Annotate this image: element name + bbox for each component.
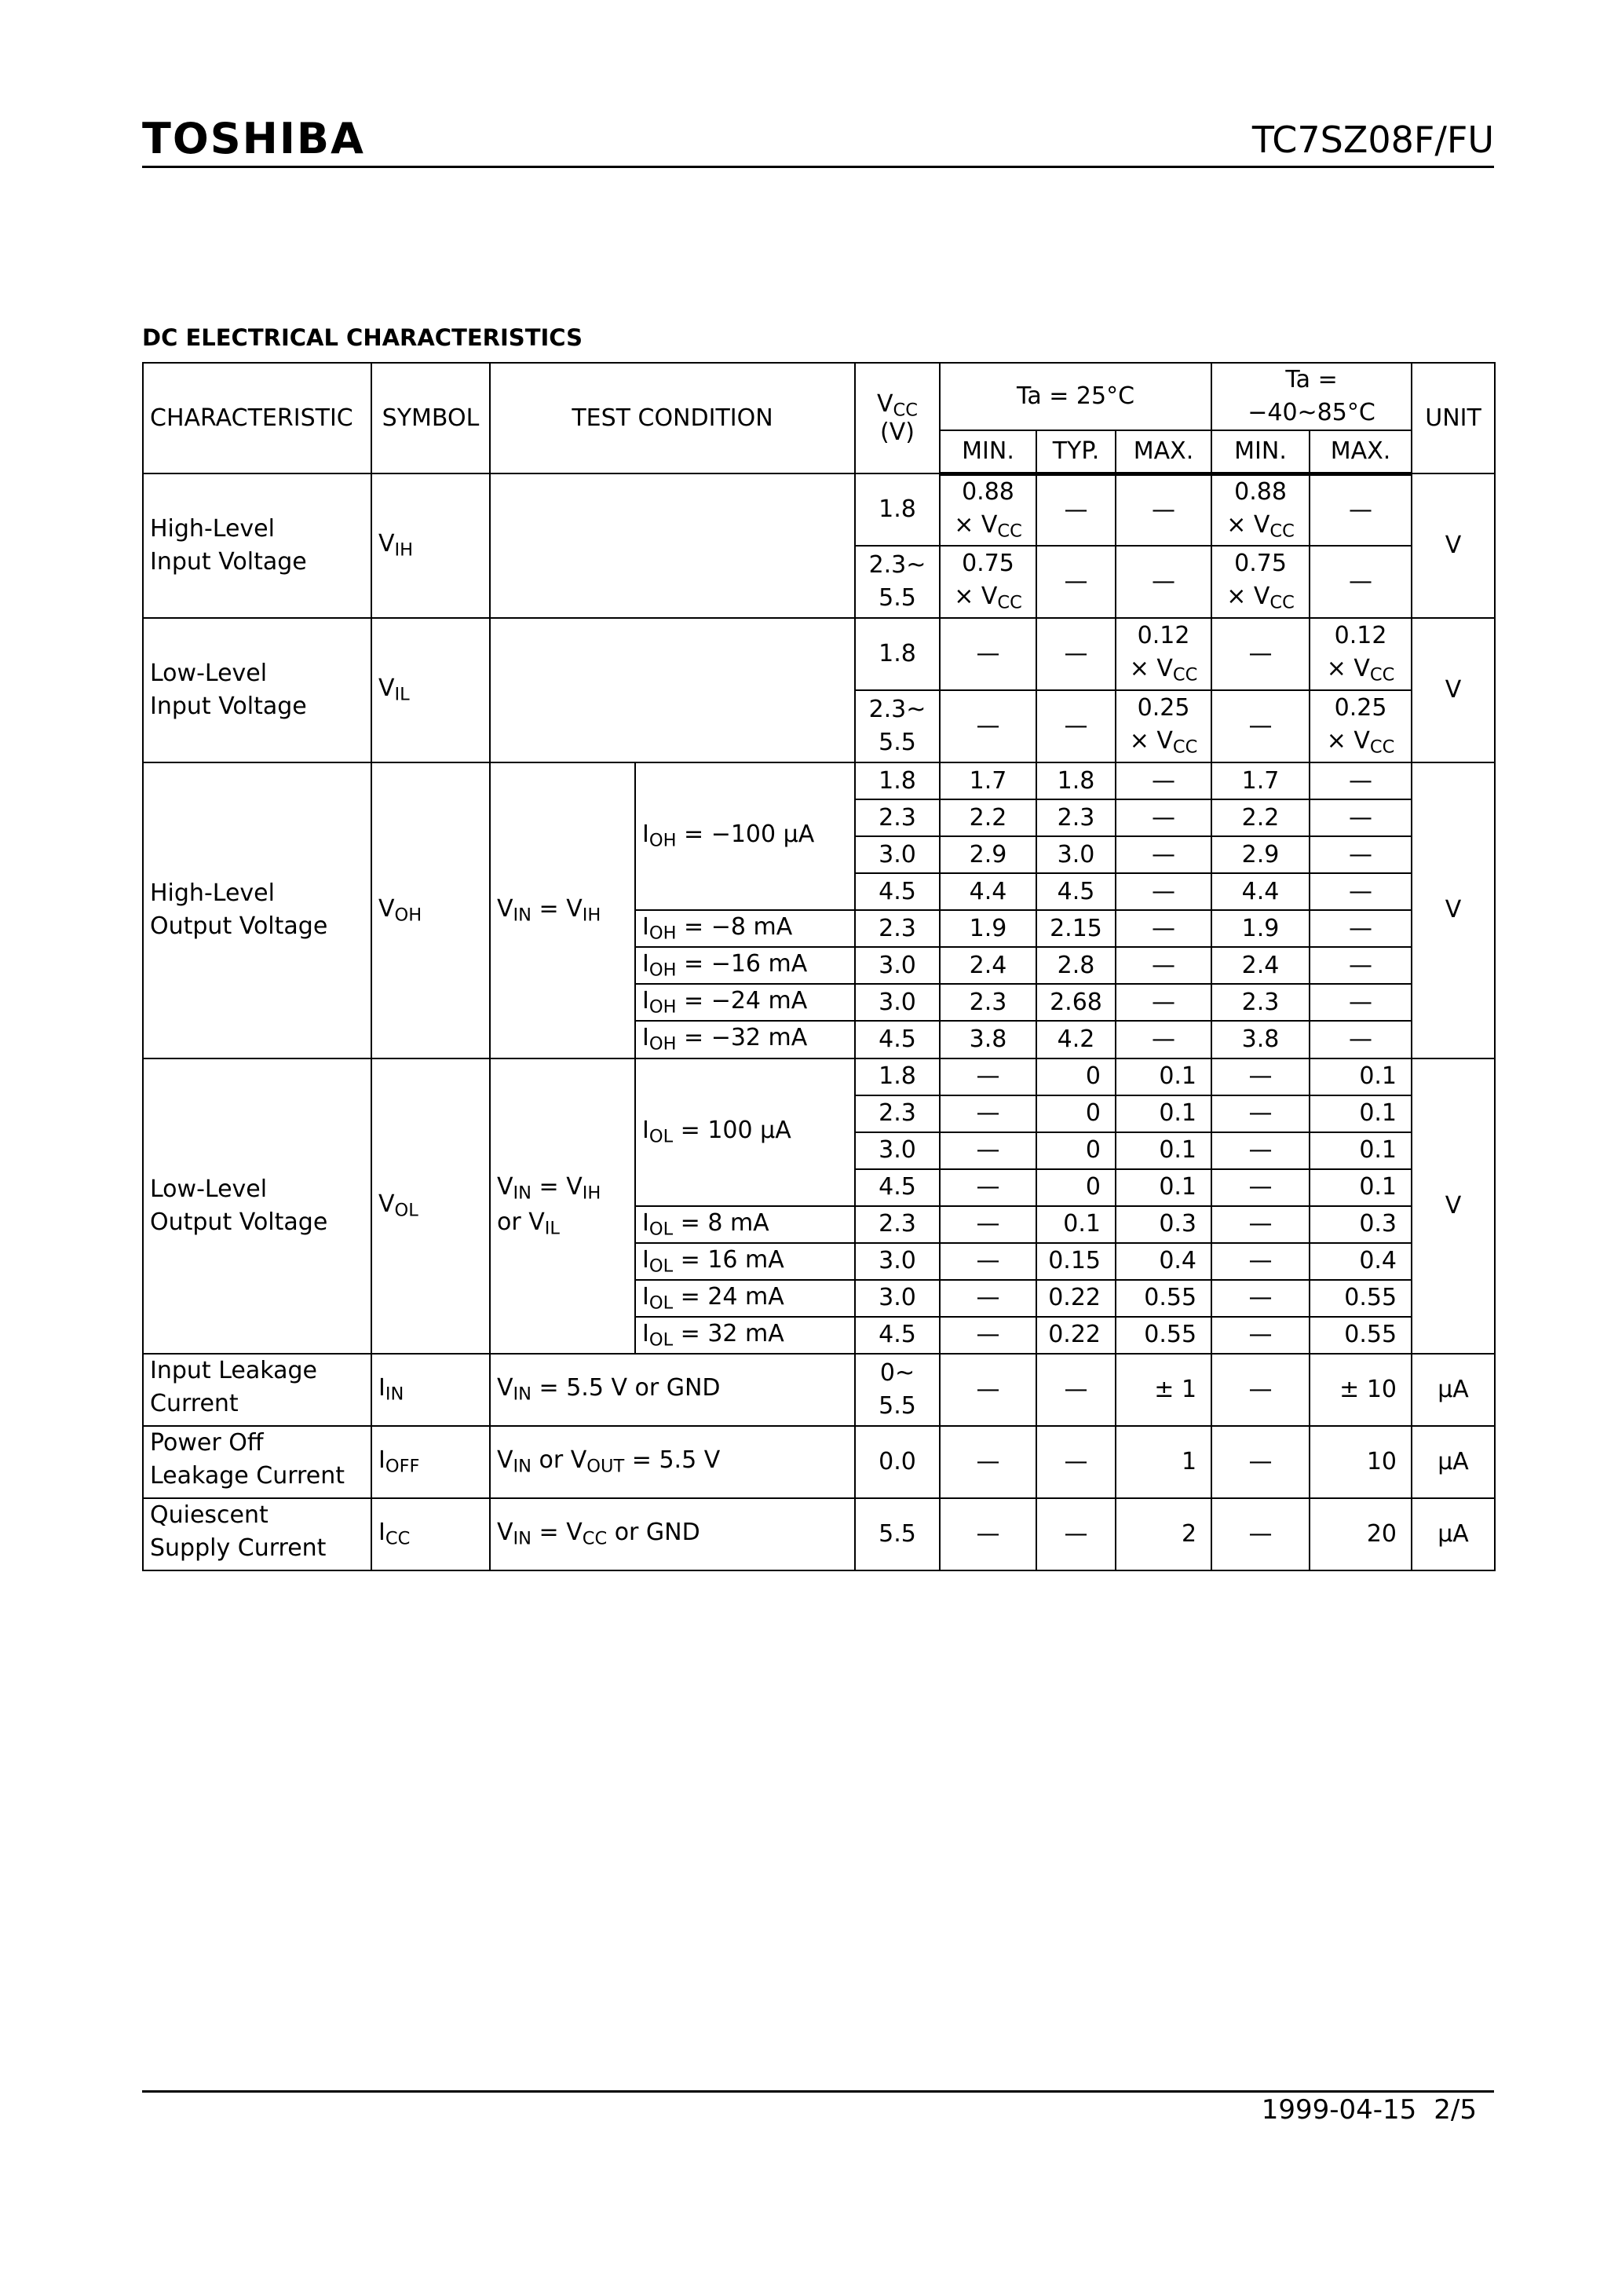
max-cell: 0.55 <box>1116 1280 1211 1317</box>
condition-iin: $V_{IN} = 5.5$ V or GND <box>490 1354 855 1426</box>
max2-cell: 20 <box>1310 1498 1412 1570</box>
min-cell: 0.75 × $V_{CC}$ <box>940 546 1036 618</box>
typ-cell: 1.8 <box>1036 762 1116 799</box>
min-cell: — <box>940 1243 1036 1280</box>
min-cell: — <box>940 1132 1036 1169</box>
table-row <box>143 473 1495 546</box>
characteristic-vol: Low-Level Output Voltage <box>143 1058 371 1355</box>
min2-cell: — <box>1211 1095 1310 1132</box>
vcc-cell: 4.5 <box>855 1169 940 1206</box>
io-condition: $I_{OH} = -16$ mA <box>635 947 855 984</box>
symbol-ioff: $I_{OFF}$ <box>371 1426 490 1498</box>
condition-empty <box>490 473 855 618</box>
typ-cell: — <box>1036 1498 1116 1570</box>
min2-cell: — <box>1211 1280 1310 1317</box>
min-cell: 2.3 <box>940 984 1036 1021</box>
min2-cell: 2.2 <box>1211 799 1310 836</box>
vcc-cell: 1.8 <box>855 618 940 690</box>
unit-cell: V <box>1412 762 1495 1058</box>
min2-cell: 4.4 <box>1211 873 1310 910</box>
max-cell: 0.25 × $V_{CC}$ <box>1116 690 1211 762</box>
condition-voh: $V_{IN} = V_{IH}$ <box>490 762 635 1058</box>
vcc-cell: 3.0 <box>855 984 940 1021</box>
typ-cell: — <box>1036 1354 1116 1426</box>
max-cell: — <box>1116 1021 1211 1058</box>
symbol-iin: $I_{IN}$ <box>371 1354 490 1426</box>
min-cell: 0.88 × $V_{CC}$ <box>940 473 1036 546</box>
min-cell: — <box>940 1498 1036 1570</box>
min2-cell: 0.75 × $V_{CC}$ <box>1211 546 1310 618</box>
max2-cell: 0.3 <box>1310 1206 1412 1243</box>
col-unit: UNIT <box>1412 363 1495 473</box>
unit-cell: µA <box>1412 1354 1495 1426</box>
unit-cell: µA <box>1412 1498 1495 1570</box>
vcc-cell: 2.3 <box>855 910 940 947</box>
table-row <box>143 1498 1495 1570</box>
condition-vol: $V_{IN} = V_{IH}$ or $V_{IL}$ <box>490 1058 635 1355</box>
symbol-vih: $V_{IH}$ <box>371 473 490 618</box>
typ-cell: — <box>1036 546 1116 618</box>
table-row <box>143 618 1495 690</box>
col-ta-range: Ta = −40~85°C <box>1211 363 1412 430</box>
io-condition: $I_{OL} = 100$ µA <box>635 1058 855 1206</box>
unit-cell: µA <box>1412 1426 1495 1498</box>
max2-cell: 0.1 <box>1310 1132 1412 1169</box>
max-cell: 0.1 <box>1116 1169 1211 1206</box>
min-cell: 2.2 <box>940 799 1036 836</box>
vcc-cell: 3.0 <box>855 1132 940 1169</box>
characteristic-ioff: Power Off Leakage Current <box>143 1426 371 1498</box>
min2-cell: — <box>1211 690 1310 762</box>
typ-cell: — <box>1036 618 1116 690</box>
min2-cell: — <box>1211 1169 1310 1206</box>
typ-cell: — <box>1036 1426 1116 1498</box>
max-cell: — <box>1116 873 1211 910</box>
min2-cell: 2.9 <box>1211 836 1310 873</box>
max-cell: — <box>1116 836 1211 873</box>
typ-cell: 2.3 <box>1036 799 1116 836</box>
min2-cell: 2.3 <box>1211 984 1310 1021</box>
vcc-cell: 0.0 <box>855 1426 940 1498</box>
min2-cell: — <box>1211 1132 1310 1169</box>
footer-date: 1999-04-15 <box>1261 2094 1417 2126</box>
typ-cell: 0 <box>1036 1169 1116 1206</box>
max-cell: 0.55 <box>1116 1317 1211 1354</box>
typ-cell: 2.8 <box>1036 947 1116 984</box>
max2-cell: 0.55 <box>1310 1317 1412 1354</box>
symbol-voh: $V_{OH}$ <box>371 762 490 1058</box>
io-condition: $I_{OH} = -8$ mA <box>635 910 855 947</box>
max2-cell: ± 10 <box>1310 1354 1412 1426</box>
table-row <box>143 1354 1495 1426</box>
characteristic-vil: Low-Level Input Voltage <box>143 618 371 762</box>
characteristic-voh: High-Level Output Voltage <box>143 762 371 1058</box>
min-cell: — <box>940 1169 1036 1206</box>
max2-cell: — <box>1310 1021 1412 1058</box>
characteristic-icc: Quiescent Supply Current <box>143 1498 371 1570</box>
max-cell: ± 1 <box>1116 1354 1211 1426</box>
typ-cell: 2.15 <box>1036 910 1116 947</box>
max-cell: — <box>1116 473 1211 546</box>
max2-cell: 10 <box>1310 1426 1412 1498</box>
col-symbol: SYMBOL <box>371 363 490 473</box>
typ-cell: 0 <box>1036 1132 1116 1169</box>
symbol-vol: $V_{OL}$ <box>371 1058 490 1355</box>
max2-cell: 0.4 <box>1310 1243 1412 1280</box>
io-condition: $I_{OL} = 32$ mA <box>635 1317 855 1354</box>
min2-cell: — <box>1211 1354 1310 1426</box>
max-cell: — <box>1116 546 1211 618</box>
unit-cell: V <box>1412 473 1495 618</box>
section-title: DC ELECTRICAL CHARACTERISTICS <box>142 324 583 351</box>
typ-cell: 0 <box>1036 1095 1116 1132</box>
max-cell: 0.1 <box>1116 1095 1211 1132</box>
max-cell: 0.1 <box>1116 1132 1211 1169</box>
vcc-cell: 2.3 <box>855 1206 940 1243</box>
col-typ: TYP. <box>1036 430 1116 473</box>
max2-cell: — <box>1310 836 1412 873</box>
vcc-cell: 4.5 <box>855 1317 940 1354</box>
min-cell: — <box>940 690 1036 762</box>
max-cell: — <box>1116 947 1211 984</box>
min2-cell: 3.8 <box>1211 1021 1310 1058</box>
max2-cell: 0.1 <box>1310 1095 1412 1132</box>
min2-cell: 1.7 <box>1211 762 1310 799</box>
col-ta-25: Ta = 25°C <box>940 363 1211 430</box>
min-cell: — <box>940 1058 1036 1095</box>
io-condition: $I_{OL} = 16$ mA <box>635 1243 855 1280</box>
max-cell: — <box>1116 984 1211 1021</box>
typ-cell: 4.5 <box>1036 873 1116 910</box>
symbol-icc: $I_{CC}$ <box>371 1498 490 1570</box>
max-cell: — <box>1116 910 1211 947</box>
vcc-cell: 1.8 <box>855 473 940 546</box>
max2-cell: — <box>1310 546 1412 618</box>
vcc-cell: 1.8 <box>855 762 940 799</box>
min-cell: — <box>940 1280 1036 1317</box>
col-max2: MAX. <box>1310 430 1412 473</box>
vcc-cell: 2.3~ 5.5 <box>855 546 940 618</box>
vcc-cell: 2.3~ 5.5 <box>855 690 940 762</box>
min2-cell: — <box>1211 1058 1310 1095</box>
header-row <box>143 363 1495 430</box>
typ-cell: 2.68 <box>1036 984 1116 1021</box>
min2-cell: 1.9 <box>1211 910 1310 947</box>
typ-cell: 0.15 <box>1036 1243 1116 1280</box>
min2-cell: 2.4 <box>1211 947 1310 984</box>
min2-cell: — <box>1211 1317 1310 1354</box>
max-cell: 0.4 <box>1116 1243 1211 1280</box>
io-condition: $I_{OH} = -100$ µA <box>635 762 855 910</box>
max-cell: 1 <box>1116 1426 1211 1498</box>
min2-cell: 0.88 × $V_{CC}$ <box>1211 473 1310 546</box>
min2-cell: — <box>1211 1426 1310 1498</box>
min-cell: — <box>940 1317 1036 1354</box>
col-vcc: $V_{CC}$ (V) <box>855 363 940 473</box>
table-row <box>143 762 1495 799</box>
min2-cell: — <box>1211 618 1310 690</box>
page-number: 2/5 <box>1434 2094 1477 2126</box>
vcc-cell: 4.5 <box>855 1021 940 1058</box>
typ-cell: 0.22 <box>1036 1280 1116 1317</box>
max-cell: 2 <box>1116 1498 1211 1570</box>
col-max: MAX. <box>1116 430 1211 473</box>
min-cell: 2.9 <box>940 836 1036 873</box>
min2-cell: — <box>1211 1243 1310 1280</box>
min-cell: 4.4 <box>940 873 1036 910</box>
max2-cell: — <box>1310 799 1412 836</box>
characteristic-vih: High-Level Input Voltage <box>143 473 371 618</box>
document-number: TC7SZ08F/FU <box>1251 119 1494 161</box>
dc-characteristics-table <box>142 362 1496 1571</box>
min-cell: 1.9 <box>940 910 1036 947</box>
vcc-cell: 3.0 <box>855 947 940 984</box>
min-cell: 3.8 <box>940 1021 1036 1058</box>
min-cell: 1.7 <box>940 762 1036 799</box>
typ-cell: 0.22 <box>1036 1317 1116 1354</box>
max-cell: 0.1 <box>1116 1058 1211 1095</box>
min-cell: — <box>940 1354 1036 1426</box>
max-cell: 0.3 <box>1116 1206 1211 1243</box>
min-cell: — <box>940 1095 1036 1132</box>
unit-cell: V <box>1412 618 1495 762</box>
characteristic-iin: Input Leakage Current <box>143 1354 371 1426</box>
io-condition: $I_{OL} = 8$ mA <box>635 1206 855 1243</box>
vcc-cell: 2.3 <box>855 1095 940 1132</box>
max-cell: 0.12 × $V_{CC}$ <box>1116 618 1211 690</box>
io-condition: $I_{OH} = -32$ mA <box>635 1021 855 1058</box>
typ-cell: 4.2 <box>1036 1021 1116 1058</box>
vcc-cell: 4.5 <box>855 873 940 910</box>
max-cell: — <box>1116 762 1211 799</box>
condition-icc: $V_{IN} = V_{CC}$ or GND <box>490 1498 855 1570</box>
max2-cell: 0.25 × $V_{CC}$ <box>1310 690 1412 762</box>
condition-empty <box>490 618 855 762</box>
min-cell: 2.4 <box>940 947 1036 984</box>
table-row <box>143 1426 1495 1498</box>
vcc-cell: 3.0 <box>855 1243 940 1280</box>
col-min2: MIN. <box>1211 430 1310 473</box>
vcc-cell: 0~ 5.5 <box>855 1354 940 1426</box>
typ-cell: 0.1 <box>1036 1206 1116 1243</box>
min-cell: — <box>940 1206 1036 1243</box>
max2-cell: — <box>1310 947 1412 984</box>
vcc-cell: 2.3 <box>855 799 940 836</box>
min-cell: — <box>940 618 1036 690</box>
col-min: MIN. <box>940 430 1036 473</box>
max2-cell: — <box>1310 473 1412 546</box>
typ-cell: 0 <box>1036 1058 1116 1095</box>
io-condition: $I_{OH} = -24$ mA <box>635 984 855 1021</box>
vcc-cell: 3.0 <box>855 1280 940 1317</box>
typ-cell: — <box>1036 473 1116 546</box>
max2-cell: 0.1 <box>1310 1058 1412 1095</box>
min2-cell: — <box>1211 1206 1310 1243</box>
io-condition: $I_{OL} = 24$ mA <box>635 1280 855 1317</box>
max2-cell: — <box>1310 762 1412 799</box>
max2-cell: 0.55 <box>1310 1280 1412 1317</box>
max2-cell: — <box>1310 984 1412 1021</box>
max2-cell: — <box>1310 873 1412 910</box>
symbol-vil: $V_{IL}$ <box>371 618 490 762</box>
min-cell: — <box>940 1426 1036 1498</box>
footer <box>1244 2089 1477 2131</box>
col-characteristic: CHARACTERISTIC <box>143 363 371 473</box>
unit-cell: V <box>1412 1058 1495 1355</box>
max2-cell: — <box>1310 910 1412 947</box>
typ-cell: — <box>1036 690 1116 762</box>
max2-cell: 0.12 × $V_{CC}$ <box>1310 618 1412 690</box>
condition-ioff: $V_{IN}$ or $V_{OUT} = 5.5$ V <box>490 1426 855 1498</box>
brand-logo: TOSHIBA <box>142 114 365 163</box>
typ-cell: 3.0 <box>1036 836 1116 873</box>
header-rule <box>142 166 1494 168</box>
max2-cell: 0.1 <box>1310 1169 1412 1206</box>
vcc-cell: 1.8 <box>855 1058 940 1095</box>
vcc-cell: 3.0 <box>855 836 940 873</box>
table-row <box>143 1058 1495 1095</box>
vcc-cell: 5.5 <box>855 1498 940 1570</box>
min2-cell: — <box>1211 1498 1310 1570</box>
col-test-condition: TEST CONDITION <box>490 363 855 473</box>
max-cell: — <box>1116 799 1211 836</box>
